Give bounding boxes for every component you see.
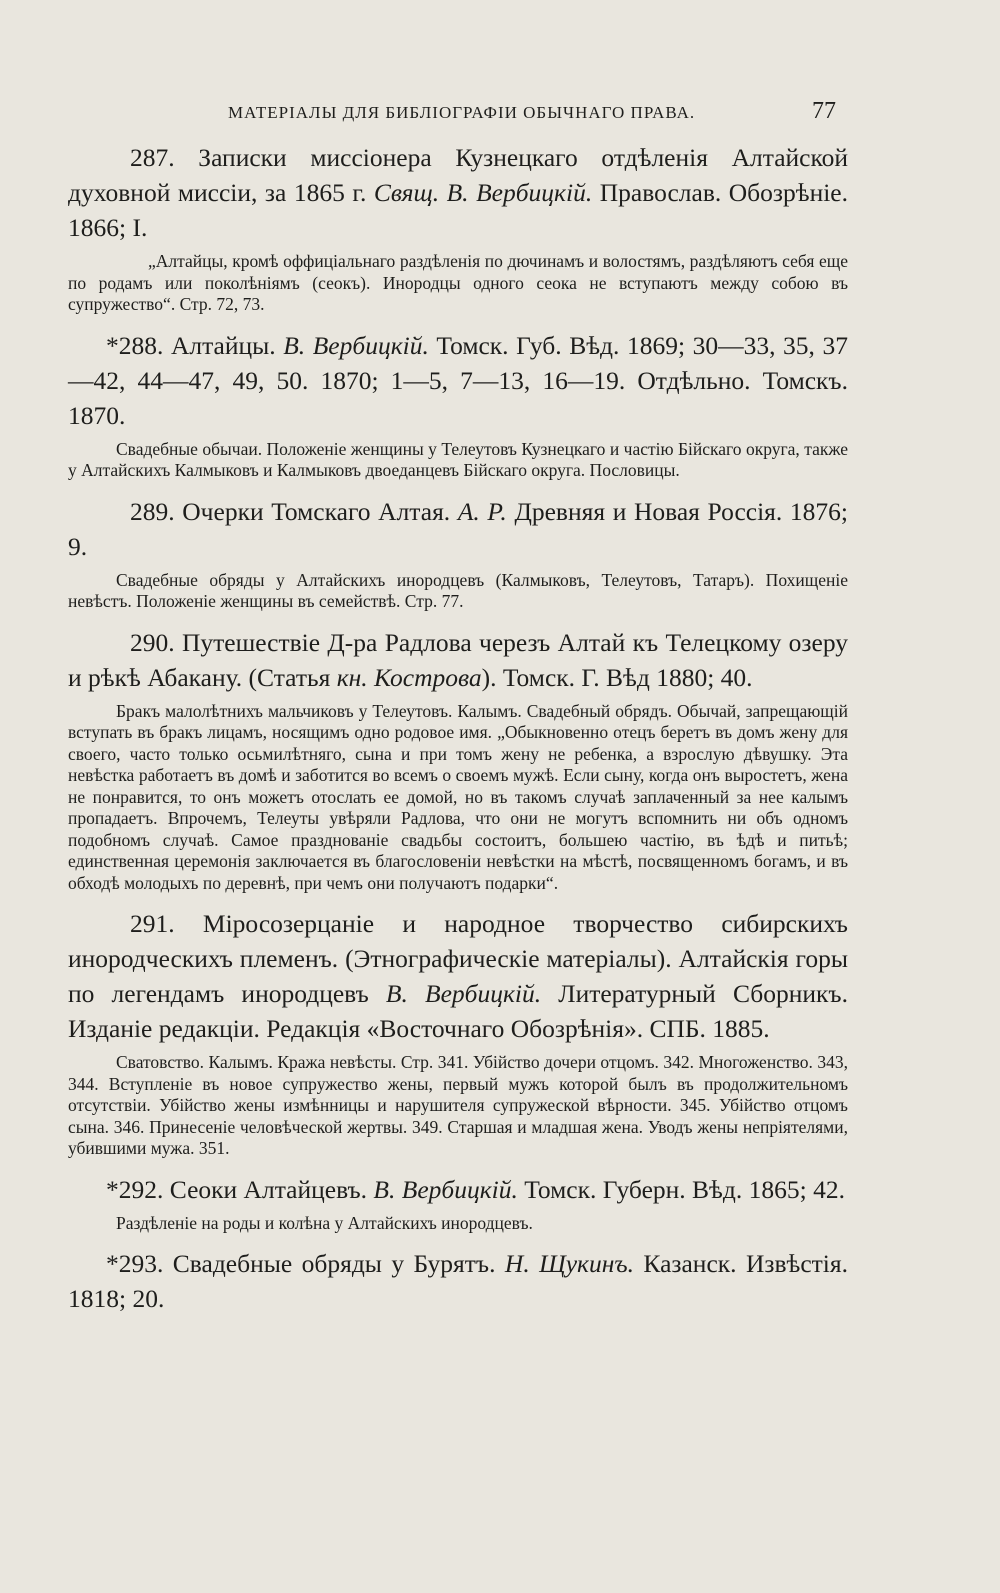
citation-title: *292. Сеоки Алтайцевъ. — [106, 1174, 374, 1204]
citation-source: Томск. Губерн. Вѣд. 1865; 42. — [517, 1174, 845, 1204]
entry-288 — [68, 328, 848, 482]
bibliography-list — [68, 140, 848, 1316]
citation-title: 289. Очерки Томскаго Алтая. — [130, 496, 458, 526]
entry-note: Бракъ малолѣтнихъ мальчиковъ у Телеутовъ. Калымъ. Свадебный обрядъ. Обычай, запрещающій вступать въ бракъ лицамъ, носящимъ одно родовое имя. „Обыкновенно отецъ беретъ въ домъ жену для своего, часто только осьмилѣтняго, сына и при томъ жену не ребенка, а взрослую дѣвушку. Эта невѣстка работаетъ въ домѣ и заботится во всемъ о своемъ мужѣ. Если сыну, когда онъ выростетъ, жена не понравится, то онъ можетъ отослать ее домой, но въ такомъ случаѣ заплаченный за нее калымъ пропадаетъ. Впрочемъ, Телеуты увѣряли Радлова, что они не могутъ вспомнить ни объ одномъ подобномъ случаѣ. Самое празднованіе свадьбы состоитъ, большею частію, въ ѣдѣ и питьѣ; единственная церемонія заключается въ благословеніи невѣстки на мѣстѣ, посвященномъ богамъ, и въ обходѣ молодыхъ по деревнѣ, при чемъ они получаютъ подарки“. — [68, 700, 848, 893]
citation-title: *293. Свадебные обряды у Бурятъ. — [106, 1249, 505, 1278]
citation-author: А. Р. — [457, 496, 507, 526]
entry-citation — [68, 140, 848, 245]
citation-author: Свящ. В. Вербицкій. — [373, 178, 593, 207]
citation-author: кн. Кострова — [336, 662, 482, 692]
entry-citation — [68, 1246, 848, 1316]
entry-note: Свадебные обычаи. Положеніе женщины у Телеутовъ Кузнецкаго и частію Бійскаго округа, также у Алтайскихъ Калмыковъ и Калмыковъ двоеданцевъ Бійскаго округа. Пословицы. — [68, 438, 848, 480]
citation-source: Казанск. Извѣстія. 1818; 20. — [68, 1249, 848, 1313]
citation-source: Древняя и Новая Россія. 1876; 9. — [68, 496, 849, 561]
entry-290 — [68, 625, 848, 895]
page-number: 77 — [812, 98, 836, 124]
entry-citation — [68, 494, 848, 564]
entry-note: Раздѣленіе на роды и колѣна у Алтайскихъ инородцевъ. — [116, 1212, 533, 1233]
citation-title: 291. Міросозерцаніе и народное творчество сибирскихъ инородческихъ племенъ. (Этнографическіе матеріалы). Алтайскія горы по легендамъ инородцевъ — [68, 909, 848, 1008]
entry-292 — [68, 1172, 848, 1235]
citation-author: В. Вербицкій. — [283, 330, 429, 360]
entry-note: Сватовство. Калымъ. Кража невѣсты. Стр. 341. Убійство дочери отцомъ. 342. Многоженство. 343, 344. Вступленіе въ новое супружество жены, первый мужъ которой былъ въ продолжительномъ отсутствіи. Убійство жены измѣнницы и нарушителя супружеской вѣрности. 345. Убійство отцомъ сына. 346. Принесеніе человѣческой жертвы. 349. Старшая и младшая жена. Уводъ жены непріятелями, убившими мужа. 351. — [68, 1052, 848, 1158]
entry-289 — [68, 494, 848, 613]
citation-source: Православ. Обозрѣніе. 1866; I. — [68, 178, 849, 242]
citation-source: Томск. Губ. Вѣд. 1869; 30—33, 35, 37—42, 44—47, 49, 50. 1870; 1—5, 7—13, 16—19. Отдѣльно. Томскъ. 1870. — [68, 330, 848, 430]
citation-title: *288. Алтайцы. — [106, 330, 284, 360]
entry-293 — [68, 1246, 848, 1316]
entry-citation — [68, 625, 848, 695]
entry-291 — [68, 906, 848, 1160]
citation-title: 287. Записки миссіонера Кузнецкаго отдѣленія Алтайской духовной миссіи, за 1865 г. — [68, 143, 848, 207]
entry-citation — [68, 906, 848, 1046]
citation-source: Литературный Сборникъ. Изданіе редакціи. Редакція «Восточнаго Обозрѣнія». СПБ. 1885. — [68, 979, 848, 1043]
citation-author: Н. Щукинъ. — [504, 1249, 634, 1278]
entry-citation — [68, 328, 848, 433]
citation-title: 290. Путешествіе Д-ра Радлова черезъ Алтай къ Телецкому озеру и рѣкѣ Абакану. (Статья — [68, 627, 848, 692]
entry-287 — [68, 140, 848, 316]
citation-author: В. Вербицкій. — [385, 979, 542, 1008]
entry-note: Свадебные обряды у Алтайскихъ инородцевъ (Калмыковъ, Телеутовъ, Татаръ). Похищеніе невѣстъ. Положеніе женщины въ семействѣ. Стр. 77. — [68, 569, 848, 611]
citation-source: ). Томск. Г. Вѣд 1880; 40. — [481, 662, 753, 692]
citation-author: В. Вербицкій. — [373, 1174, 518, 1204]
running-header: МАТЕРІАЛЫ ДЛЯ БИБЛІОГРАФІИ ОБЫЧНАГО ПРАВА. — [228, 103, 696, 122]
entry-citation — [68, 1172, 848, 1207]
entry-note: „Алтайцы, кромѣ оффиціальнаго раздѣленія по дючинамъ и волостямъ, раздѣляютъ себя еще по родамъ или поколѣніямъ (сеокъ). Инородцы одного сеока не вступаютъ между собою въ супружество“. Стр. 72, 73. — [68, 251, 848, 314]
